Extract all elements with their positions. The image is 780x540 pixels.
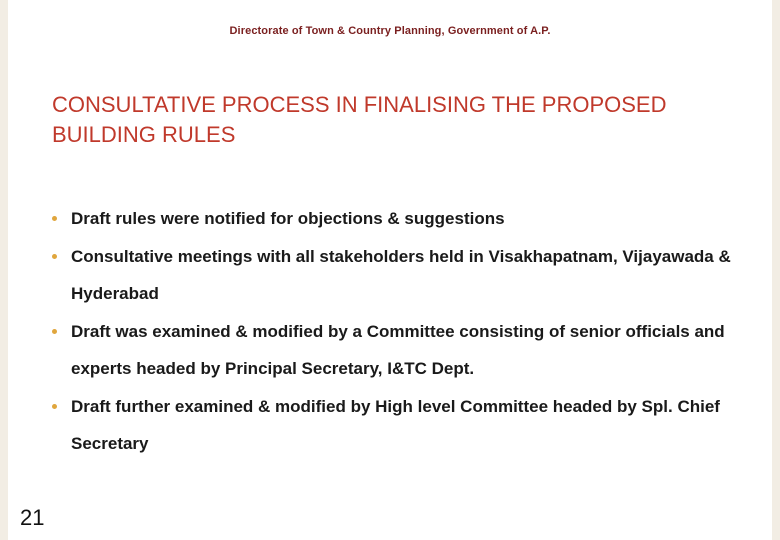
bullet-item: [52, 313, 742, 387]
bullet-dot-icon: [52, 254, 57, 259]
page-number: 21: [20, 505, 45, 530]
slide-header: Directorate of Town & Country Planning, Government of A.P.: [229, 25, 551, 37]
bullet-text: Consultative meetings with all stakeholders held in Visakhapatnam, Vijayawada & Hyderabad: [71, 247, 731, 303]
bullet-list: [52, 200, 742, 462]
bullet-dot-icon: [52, 216, 57, 221]
right-decorative-stripe: [772, 0, 780, 540]
slide-title: CONSULTATIVE PROCESS IN FINALISING THE PROPOSED BUILDING RULES: [52, 92, 667, 147]
bullet-text: Draft rules were notified for objections & suggestions: [71, 209, 505, 228]
bullet-text: Draft further examined & modified by High level Committee headed by Spl. Chief Secretary: [71, 397, 720, 453]
bullet-item: [52, 200, 742, 237]
bullet-dot-icon: [52, 404, 57, 409]
bullet-item: [52, 238, 742, 312]
bullet-item: [52, 388, 742, 462]
bullet-dot-icon: [52, 329, 57, 334]
bullet-text: Draft was examined & modified by a Committee consisting of senior officials and experts headed by Principal Secretary, I&TC Dept.: [71, 322, 725, 378]
left-decorative-stripe: [0, 0, 8, 540]
